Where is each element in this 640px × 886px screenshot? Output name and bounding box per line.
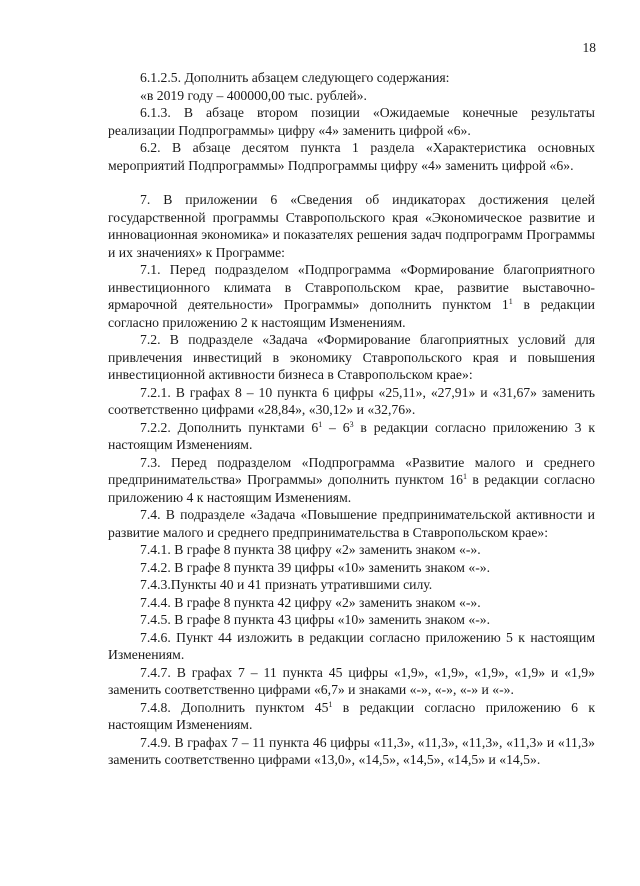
paragraph-7-4-1: 7.4.1. В графе 8 пункта 38 цифру «2» заменить знаком «-». <box>140 542 481 557</box>
paragraph-7-4-5: 7.4.5. В графе 8 пункта 43 цифры «10» заменить знаком «-». <box>140 612 491 627</box>
paragraph-6-1-3: 6.1.3. В абзаце втором позиции «Ожидаемые конечные результаты реализации Подпрограммы» цифру «4» заменить цифрой «6». <box>108 105 595 138</box>
paragraph-7-4-3: 7.4.3.Пункты 40 и 41 признать утратившими силу. <box>140 577 433 592</box>
paragraph-7-1: 7.1. Перед подразделом «Подпрограмма «Формирование благоприятного инвестиционного климата в Ставропольском крае, развитие выставочно-ярмарочной деятельности» Программы» дополнить пунктом $1^1$ в редакции согласно приложению 2 к настоящим Изменениям. <box>108 262 595 330</box>
paragraph-quote-2019: «в 2019 году – 400000,00 тыс. рублей». <box>140 87 367 103</box>
paragraph-7-4-2: 7.4.2. В графе 8 пункта 39 цифры «10» заменить знаком «-». <box>140 559 491 575</box>
paragraph-7-4-6: 7.4.6. Пункт 44 изложить в редакции согласно приложению 5 к настоящим Изменениям. <box>108 629 595 662</box>
paragraph-7: 7. В приложении 6 «Сведения об индикаторах достижения целей государственной программы Ставропольского края «Экономическое развитие и инновационная экономика» и показателях решения задач подпрограмм Программы и их значениях» к Программе: <box>108 192 595 260</box>
section-gap <box>108 174 595 191</box>
paragraph-6-1-2-5: 6.1.2.5. Дополнить абзацем следующего содержания: <box>140 70 450 85</box>
document-body <box>108 69 595 769</box>
paragraph-7-2-2: 7.2.2. Дополнить пунктами $6^1 - 6^3$ в редакции согласно приложению 3 к настоящим Изменениям. <box>108 419 596 452</box>
page-number: 18 <box>582 40 596 55</box>
paragraph-6-2: 6.2. В абзаце десятом пункта 1 раздела «Характеристика основных мероприятий Подпрограммы» Подпрограммы цифру «4» заменить цифрой «6». <box>108 140 595 173</box>
paragraph-7-2-1: 7.2.1. В графах 8 – 10 пункта 6 цифры «25,11», «27,91» и «31,67» заменить соответственно цифрами «28,84», «30,12» и «32,76». <box>108 384 595 417</box>
paragraph-7-4-4: 7.4.4. В графе 8 пункта 42 цифру «2» заменить знаком «-». <box>140 594 481 610</box>
paragraph-7-4-9: 7.4.9. В графах 7 – 11 пункта 46 цифры «11,3», «11,3», «11,3», «11,3» и «11,3» заменить соответственно цифрами «13,0», «14,5», «14,5», «14,5» и «14,5». <box>108 734 595 767</box>
paragraph-7-4-7: 7.4.7. В графах 7 – 11 пункта 45 цифры «1,9», «1,9», «1,9», «1,9» и «1,9» заменить соответственно цифрами «6,7» и знаками «-», «-», «-» и «-». <box>108 664 595 697</box>
paragraph-7-4-8: 7.4.8. Дополнить пунктом $45^1$ в редакции согласно приложению 6 к настоящим Изменениям. <box>108 699 595 732</box>
paragraph-7-2: 7.2. В подразделе «Задача «Формирование благоприятных условий для привлечения инвестиций в экономику Ставропольского края и повышения инвестиционной активности бизнеса в Ставропольском крае»: <box>108 332 595 382</box>
paragraph-7-4: 7.4. В подразделе «Задача «Повышение предпринимательской активности и развитие малого и среднего предпринимательства в Ставропольском крае»: <box>108 507 595 540</box>
paragraph-7-3: 7.3. Перед подразделом «Подпрограмма «Развитие малого и среднего предпринимательства» Программы» дополнить пунктом $16^1$ в редакции согласно приложению 4 к настоящим Изменениям. <box>108 454 595 505</box>
